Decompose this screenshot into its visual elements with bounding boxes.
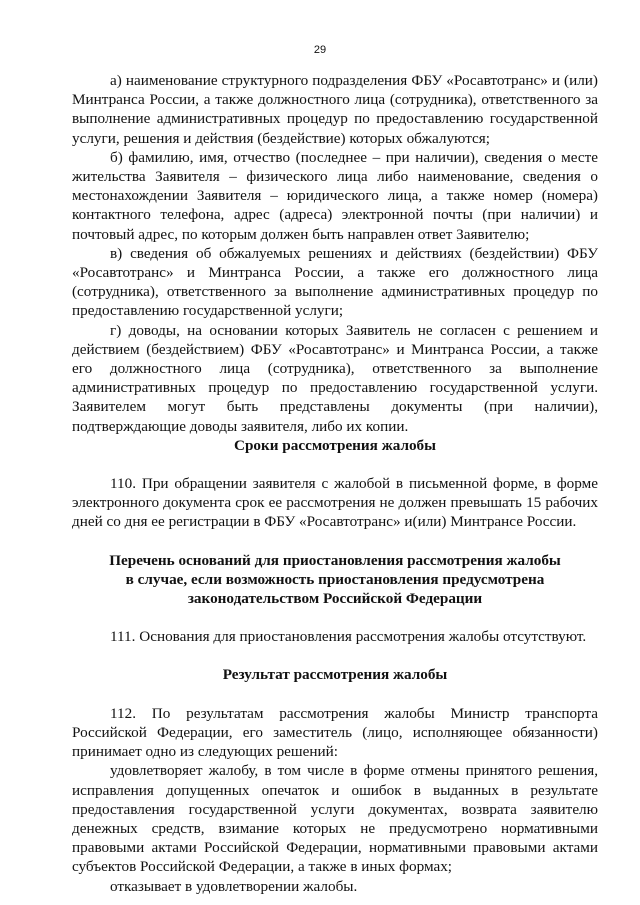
paragraph-111: 111. Основания для приостановления рассмотрения жалобы отсутствуют. — [110, 628, 587, 646]
section-heading-review-terms: Сроки рассмотрения жалобы — [233, 436, 437, 454]
paragraph-112: 112. По результатам рассмотрения жалобы Министр транспорта Российской Федерации, его заместитель (лицо, исполняющее обязанности) принимает одно из следующих решений: — [72, 704, 598, 761]
section-heading-suspension-line-2: в случае, если возможность приостановления предусмотрена — [125, 570, 545, 588]
paragraph-112-refuse: отказывает в удовлетворении жалобы. — [110, 877, 358, 895]
paragraph-b: б) фамилию, имя, отчество (последнее – при наличии), сведения о месте жительства Заявителя – физического лица либо наименование, сведения о местонахождении Заявителя – юридического лица, а также номер (номера) контактного телефона, адрес (адреса) электронной почты (при наличии) и почтовый адрес, по которым должен быть направлен ответ Заявителю; — [72, 148, 598, 243]
section-heading-review-result: Результат рассмотрения жалобы — [222, 666, 448, 684]
paragraph-g: г) доводы, на основании которых Заявитель не согласен с решением и действием (бездействием) ФБУ «Росавтотранс» и Минтранса России, а также его должностного лица (сотрудника), ответственного за выполнение административных процедур по предоставлению государственной услуги. Заявителем могут быть представлены документы (при наличии), подтверждающие доводы заявителя, либо их копии. — [72, 321, 598, 435]
section-heading-suspension-line-1: Перечень оснований для приостановления рассмотрения жалобы — [109, 551, 561, 569]
page-number: 29 — [313, 44, 327, 56]
paragraph-112-satisfy: удовлетворяет жалобу, в том числе в форме отмены принятого решения, исправления допущенных опечаток и ошибок в выданных в результате предоставления государственной услуги документах, возврата заявителю денежных средств, взимание которых не предусмотрено нормативными правовыми актами Российской Федерации, нормативными правовыми актами субъектов Российской Федерации, а также в иных формах; — [72, 762, 598, 876]
paragraph-a: а) наименование структурного подразделения ФБУ «Росавтотранс» и (или) Минтранса России, а также должностного лица (сотрудника), ответственного за выполнение административных процедур по предоставлению государственной услуги, решения и действия (бездействие) которых обжалуются; — [72, 72, 598, 147]
document-body — [72, 71, 598, 896]
paragraph-v: в) сведения об обжалуемых решениях и действиях (бездействии) ФБУ «Росавтотранс» и Минтранса России, а также его должностного лица (сотрудника), ответственного за выполнение административных процедур по предоставлению государственной услуги; — [72, 244, 598, 320]
section-heading-suspension-line-3: законодательством Российской Федерации — [187, 590, 483, 608]
paragraph-110: 110. При обращении заявителя с жалобой в письменной форме, в форме электронного документа срок ее рассмотрения не должен превышать 15 рабочих дней со дня ее регистрации в ФБУ «Росавтотранс» и(или) Минтрансе России. — [72, 475, 598, 531]
